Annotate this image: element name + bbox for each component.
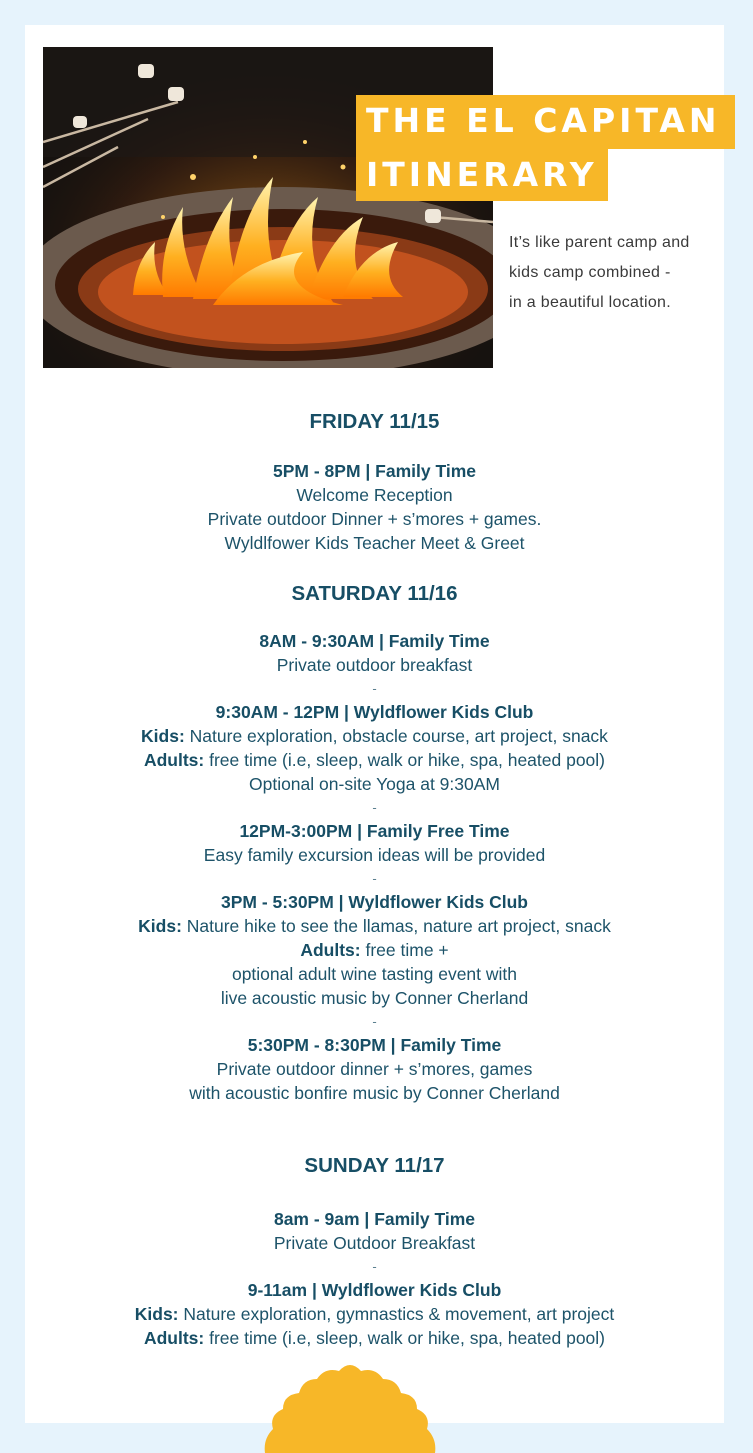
event-line — [25, 724, 724, 748]
event-line-text: Nature hike to see the llamas, nature art project, snack — [181, 916, 611, 936]
tagline-line: kids camp combined - — [509, 264, 671, 281]
event-line: Welcome Reception — [296, 485, 453, 505]
schedule — [25, 409, 724, 1350]
tagline — [509, 228, 719, 318]
sun-decoration — [255, 1355, 445, 1453]
adults-label: Adults: — [143, 1328, 205, 1348]
event-line: Wyldlfower Kids Teacher Meet & Greet — [224, 533, 525, 553]
sun-icon — [255, 1355, 445, 1453]
adults-label: Adults: — [300, 940, 361, 960]
day-title-sunday: SUNDAY 11/17 — [304, 1154, 445, 1177]
event-line-text: free time (i.e, sleep, walk or hike, spa, heated pool) — [204, 750, 606, 770]
event-line: Private outdoor dinner + s’mores, games — [216, 1059, 533, 1079]
event-line: Private outdoor breakfast — [276, 655, 473, 675]
event-heading: 9-11am | Wyldflower Kids Club — [247, 1280, 502, 1300]
event-line: Private outdoor Dinner + s’mores + games. — [207, 509, 542, 529]
itinerary-card — [25, 25, 724, 1423]
event-line: with acoustic bonfire music by Conner Cherland — [189, 1083, 560, 1103]
event-heading: 9:30AM - 12PM | Wyldflower Kids Club — [215, 702, 534, 722]
kids-label: Kids: — [138, 916, 182, 936]
kids-label: Kids: — [141, 726, 185, 746]
event-line: live acoustic music by Conner Cherland — [220, 988, 529, 1008]
event-heading: 5:30PM - 8:30PM | Family Time — [247, 1035, 502, 1055]
event-line — [25, 938, 724, 962]
tagline-line: in a beautiful location. — [509, 294, 671, 311]
separator: - — [372, 681, 377, 696]
day-title-friday: FRIDAY 11/15 — [309, 410, 440, 433]
event-line — [25, 748, 724, 772]
event-line — [25, 1302, 724, 1326]
event-line-text: free time + — [360, 940, 449, 960]
event-line-text: Nature exploration, obstacle course, art project, snack — [184, 726, 608, 746]
event-line: Private Outdoor Breakfast — [273, 1233, 476, 1253]
separator: - — [372, 1014, 377, 1029]
separator: - — [372, 1259, 377, 1274]
separator: - — [372, 800, 377, 815]
adults-label: Adults: — [143, 750, 205, 770]
event-line — [25, 1326, 724, 1350]
event-heading: 12PM-3:00PM | Family Free Time — [239, 821, 510, 841]
event-line-text: Nature exploration, gymnastics & movement, art project — [178, 1304, 615, 1324]
tagline-line: It’s like parent camp and — [509, 234, 690, 251]
event-heading: 8AM - 9:30AM | Family Time — [259, 631, 490, 651]
event-line — [25, 914, 724, 938]
event-heading: 8am - 9am | Family Time — [273, 1209, 476, 1229]
kids-label: Kids: — [134, 1304, 179, 1324]
day-title-saturday: SATURDAY 11/16 — [291, 582, 458, 605]
title-line-2: ITINERARY — [356, 149, 608, 201]
event-heading: 5PM - 8PM | Family Time — [273, 461, 476, 481]
separator: - — [372, 871, 377, 886]
event-line: optional adult wine tasting event with — [231, 964, 518, 984]
event-line: Easy family excursion ideas will be provided — [203, 845, 546, 865]
event-line: Optional on-site Yoga at 9:30AM — [248, 774, 500, 794]
event-heading: 3PM - 5:30PM | Wyldflower Kids Club — [221, 892, 528, 912]
title-line-1: THE EL CAPITAN — [356, 95, 735, 149]
event-line-text: free time (i.e, sleep, walk or hike, spa, heated pool) — [204, 1328, 606, 1348]
